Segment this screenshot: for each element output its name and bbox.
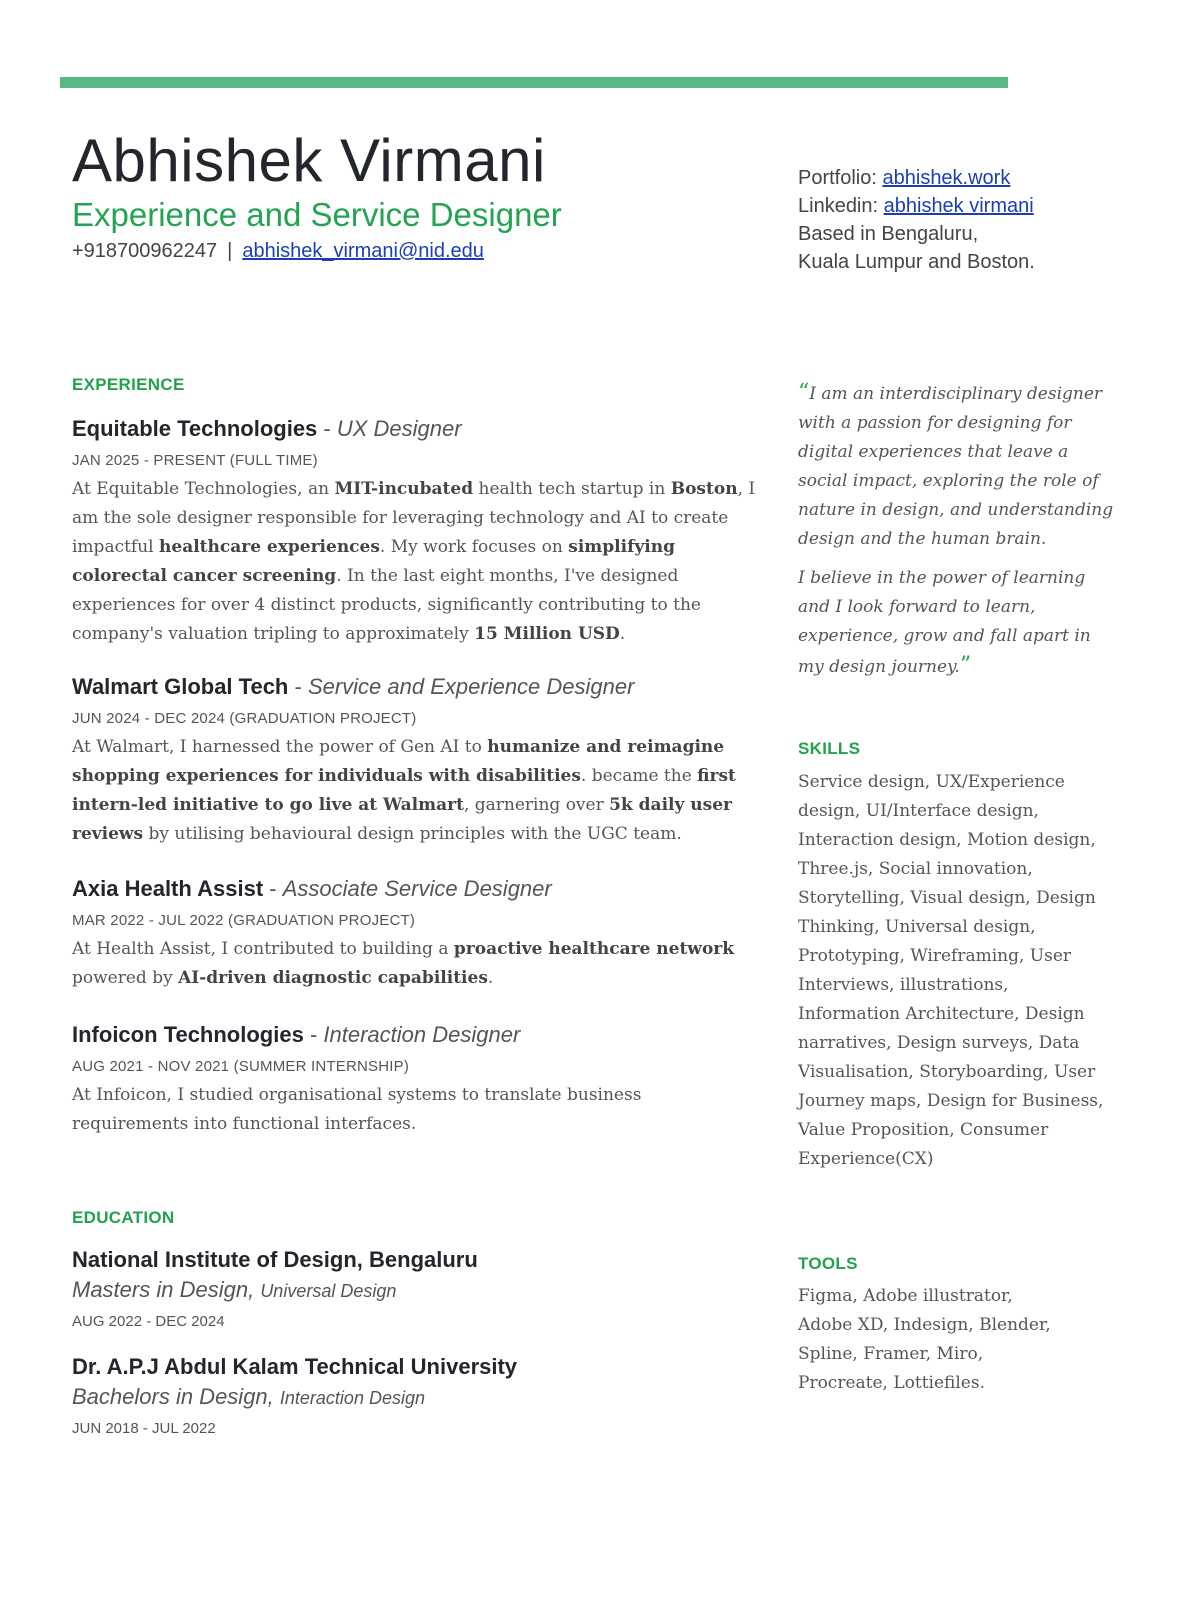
- body-text: .: [487, 968, 494, 988]
- phone-number: +918700962247: [72, 240, 218, 262]
- job-company: Axia Health Assist: [72, 876, 264, 901]
- quote-text-2: I believe in the power of learning and I look forward to learn, experience, grow and fall apart in my design journey.: [798, 568, 1091, 677]
- body-text: by utilising behavioural design principles with the UGC team.: [143, 824, 682, 844]
- candidate-role: Experience and Service Designer: [72, 196, 562, 233]
- job-description: [72, 733, 762, 849]
- job-entry: [72, 876, 762, 993]
- job-date: MAR 2022 - JUL 2022 (GRADUATION PROJECT): [72, 912, 416, 929]
- job-date: JAN 2025 - PRESENT (FULL TIME): [72, 452, 318, 469]
- body-text: powered by: [72, 968, 179, 988]
- tools-list: Figma, Adobe illustrator, Adobe XD, Indesign, Blender, Spline, Framer, Miro, Procreate, Lottiefiles.: [798, 1286, 1051, 1393]
- job-entry: [72, 674, 762, 849]
- job-entry: [72, 416, 762, 649]
- body-text: . In the last eight months, I've designed experiences for over 4 distinct products, significantly contributing to the company's valuation tripling to approximately: [72, 566, 701, 644]
- degree-line: [72, 1384, 762, 1410]
- portfolio-link[interactable]: abhishek.work: [882, 167, 1011, 189]
- job-title-line: [72, 674, 762, 700]
- open-quote-icon: “: [798, 380, 810, 405]
- highlight-text: proactive healthcare network: [453, 939, 735, 959]
- education-entry: [72, 1247, 762, 1330]
- job-title-line: [72, 876, 762, 902]
- quote-paragraph-1: [798, 378, 1118, 554]
- portfolio-label: Portfolio:: [798, 167, 877, 189]
- location-line-1: Based in Bengaluru,: [798, 223, 979, 245]
- degree-major: Universal Design: [260, 1281, 397, 1301]
- highlight-text: healthcare experiences: [159, 537, 380, 557]
- job-description: [72, 475, 762, 649]
- job-date: JUN 2024 - DEC 2024 (GRADUATION PROJECT): [72, 710, 417, 727]
- linkedin-link[interactable]: abhishek virmani: [883, 195, 1034, 217]
- education-heading: EDUCATION: [72, 1208, 175, 1227]
- body-text: . My work focuses on: [379, 537, 569, 557]
- job-role: UX Designer: [336, 416, 462, 441]
- job-dash: -: [263, 876, 283, 901]
- highlight-text: AI-driven diagnostic capabilities: [178, 968, 488, 988]
- highlight-text: simplifying colorectal cancer screening: [72, 537, 675, 586]
- body-text: , garnering over: [463, 795, 610, 815]
- job-role: Interaction Designer: [323, 1022, 521, 1047]
- body-text: At Infoicon, I studied organisational systems to translate business requirements into functional interfaces.: [72, 1085, 642, 1134]
- highlight-text: MIT-incubated: [334, 479, 474, 499]
- personal-quote: [798, 378, 1118, 692]
- email-link[interactable]: abhishek_virmani@nid.edu: [242, 240, 484, 262]
- body-text: . became the: [580, 766, 698, 786]
- highlight-text: Boston: [670, 479, 738, 499]
- job-company: Walmart Global Tech: [72, 674, 289, 699]
- experience-heading: EXPERIENCE: [72, 375, 185, 394]
- degree-name: Bachelors in Design,: [72, 1384, 274, 1409]
- contact-separator: |: [227, 240, 233, 262]
- candidate-name: Abhishek Virmani: [72, 127, 546, 194]
- highlight-text: 5k daily user reviews: [72, 795, 732, 844]
- job-company: Equitable Technologies: [72, 416, 318, 441]
- degree-line: [72, 1277, 762, 1303]
- location-line-2: Kuala Lumpur and Boston.: [798, 251, 1035, 273]
- profile-links: [798, 164, 1035, 276]
- school-name: Dr. A.P.J Abdul Kalam Technical University: [72, 1354, 518, 1379]
- education-date: AUG 2022 - DEC 2024: [72, 1313, 225, 1330]
- job-role: Associate Service Designer: [282, 876, 552, 901]
- tools-heading: TOOLS: [798, 1254, 858, 1273]
- skills-list: Service design, UX/Experience design, UI/Interface design, Interaction design, Motion design, Three.js, Social innovation, Storytelling, Visual design, Design Thinking, Universal design, Prototyping, Wireframing, User Interviews, illustrations, Information Architecture, Design narratives, Design surveys, Data Visualisation, Storyboarding, User Journey maps, Design for Business, Value Proposition, Consumer Experience(CX): [798, 772, 1104, 1169]
- top-accent-bar: [60, 77, 1008, 88]
- portfolio-row: [798, 164, 1035, 192]
- body-text: .: [619, 624, 626, 644]
- quote-paragraph-2: [798, 564, 1118, 682]
- body-text: At Walmart, I harnessed the power of Gen AI to: [72, 737, 488, 757]
- job-title-line: [72, 1022, 762, 1048]
- job-dash: -: [317, 416, 337, 441]
- body-text: At Health Assist, I contributed to building a: [72, 939, 454, 959]
- contact-line: [72, 240, 484, 263]
- close-quote-icon: ”: [959, 653, 972, 678]
- body-text: At Equitable Technologies, an: [72, 479, 335, 499]
- education-date: JUN 2018 - JUL 2022: [72, 1420, 216, 1437]
- body-text: health tech startup in: [473, 479, 671, 499]
- degree-name: Masters in Design,: [72, 1277, 255, 1302]
- linkedin-row: [798, 192, 1035, 220]
- linkedin-label: Linkedin:: [798, 195, 879, 217]
- job-entry: [72, 1022, 762, 1139]
- highlight-text: 15 Million USD: [474, 624, 620, 644]
- highlight-text: first intern-led initiative to go live at Walmart: [72, 766, 736, 815]
- body-text: , I am the sole designer responsible for leveraging technology and AI to create impactful: [72, 479, 756, 557]
- job-description: [72, 935, 762, 993]
- job-company: Infoicon Technologies: [72, 1022, 304, 1047]
- job-dash: -: [303, 1022, 324, 1047]
- job-title-line: [72, 416, 762, 442]
- job-date: AUG 2021 - NOV 2021 (SUMMER INTERNSHIP): [72, 1058, 410, 1075]
- skills-heading: SKILLS: [798, 739, 861, 758]
- job-role: Service and Experience Designer: [307, 674, 635, 699]
- job-dash: -: [288, 674, 308, 699]
- highlight-text: humanize and reimagine shopping experiences for individuals with disabilities: [72, 737, 725, 786]
- school-name: National Institute of Design, Bengaluru: [72, 1247, 478, 1272]
- quote-text-1: I am an interdisciplinary designer with a passion for designing for digital experiences that leave a social impact, exploring the role of nature in design, and understanding design and the human brain.: [798, 384, 1114, 549]
- job-description: [72, 1081, 762, 1139]
- education-entry: [72, 1354, 762, 1437]
- degree-major: Interaction Design: [279, 1388, 425, 1408]
